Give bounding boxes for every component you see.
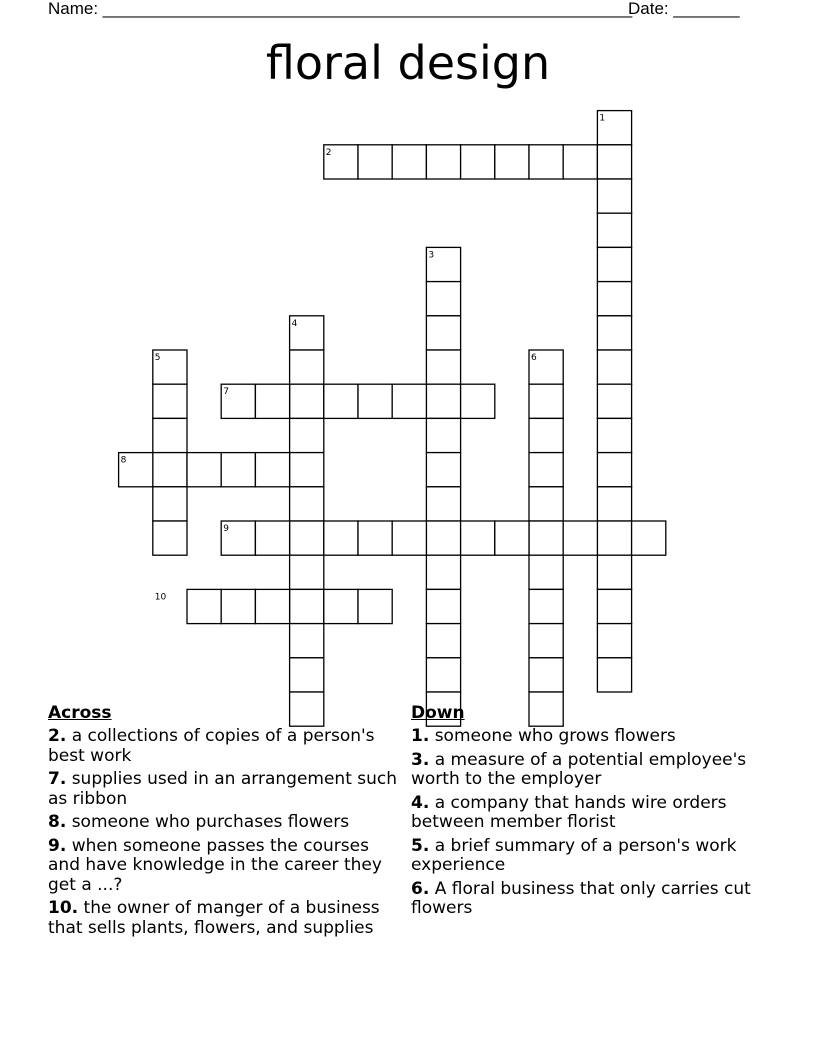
crossword-cell[interactable] bbox=[153, 453, 187, 487]
crossword-cell[interactable] bbox=[597, 179, 631, 213]
crossword-cell[interactable] bbox=[529, 555, 563, 589]
crossword-cell[interactable] bbox=[597, 247, 631, 281]
clue-number: 3. bbox=[411, 749, 430, 770]
crossword-cell[interactable] bbox=[392, 521, 426, 555]
crossword-cell[interactable] bbox=[255, 589, 289, 623]
crossword-cell[interactable] bbox=[529, 453, 563, 487]
crossword-cell[interactable] bbox=[221, 521, 255, 555]
crossword-cell[interactable] bbox=[597, 521, 631, 555]
crossword-cell[interactable] bbox=[529, 521, 563, 555]
crossword-cell[interactable] bbox=[221, 384, 255, 418]
crossword-cell[interactable] bbox=[255, 453, 289, 487]
crossword-cell[interactable] bbox=[255, 384, 289, 418]
crossword-cell[interactable] bbox=[358, 384, 392, 418]
crossword-cell[interactable] bbox=[426, 589, 460, 623]
crossword-cell[interactable] bbox=[290, 453, 324, 487]
crossword-cell[interactable] bbox=[426, 384, 460, 418]
down-heading: Down bbox=[411, 703, 465, 723]
crossword-cell[interactable] bbox=[597, 213, 631, 247]
crossword-cell[interactable] bbox=[597, 145, 631, 179]
worksheet-header bbox=[48, 0, 748, 20]
clue-number-label: 6 bbox=[531, 353, 537, 363]
crossword-cell[interactable] bbox=[529, 487, 563, 521]
crossword-cell[interactable] bbox=[495, 521, 529, 555]
crossword-cell[interactable] bbox=[290, 487, 324, 521]
crossword-cell[interactable] bbox=[426, 418, 460, 452]
across-clue bbox=[48, 813, 404, 833]
clue-text: a brief summary of a person's work experience bbox=[411, 835, 737, 875]
crossword-cell[interactable] bbox=[426, 555, 460, 589]
crossword-cell[interactable] bbox=[324, 145, 358, 179]
crossword-cell[interactable] bbox=[597, 453, 631, 487]
crossword-cell[interactable] bbox=[221, 453, 255, 487]
crossword-cell[interactable] bbox=[529, 384, 563, 418]
clue-number: 2. bbox=[48, 726, 67, 746]
crossword-cell[interactable] bbox=[597, 111, 631, 145]
clue-number-label: 3 bbox=[428, 250, 435, 261]
crossword-cell[interactable] bbox=[324, 521, 358, 555]
crossword-cell[interactable] bbox=[358, 589, 392, 623]
clue-number-label: 5 bbox=[154, 353, 161, 363]
across-clue bbox=[48, 770, 404, 809]
crossword-cell[interactable] bbox=[255, 521, 289, 555]
crossword-cell[interactable] bbox=[495, 145, 529, 179]
crossword-cell[interactable] bbox=[153, 521, 187, 555]
crossword-cell[interactable] bbox=[461, 521, 495, 555]
crossword-cell[interactable] bbox=[426, 521, 460, 555]
crossword-cell[interactable] bbox=[153, 350, 187, 384]
across-clue bbox=[48, 837, 404, 896]
across-clue bbox=[48, 727, 404, 766]
crossword-cell[interactable] bbox=[290, 350, 324, 384]
clue-number: 5. bbox=[411, 835, 430, 856]
clue-number-label: 9 bbox=[223, 524, 229, 534]
crossword-cell[interactable] bbox=[426, 453, 460, 487]
crossword-cell[interactable] bbox=[392, 145, 426, 179]
down-clue bbox=[411, 727, 761, 747]
crossword-cell[interactable] bbox=[426, 624, 460, 658]
crossword-cell[interactable] bbox=[290, 555, 324, 589]
clue-text: the owner of manger of a business that sells plants, flowers, and supplies bbox=[48, 898, 380, 938]
crossword-cell[interactable] bbox=[597, 589, 631, 623]
crossword-cell[interactable] bbox=[563, 145, 597, 179]
crossword-cell[interactable] bbox=[597, 555, 631, 589]
crossword-cell[interactable] bbox=[187, 453, 221, 487]
crossword-cell[interactable] bbox=[153, 487, 187, 521]
down-clue bbox=[411, 880, 761, 919]
crossword-cell[interactable] bbox=[529, 418, 563, 452]
crossword-cell[interactable] bbox=[290, 521, 324, 555]
clue-text: supplies used in an arrangement such as ribbon bbox=[48, 769, 398, 809]
crossword-cell[interactable] bbox=[597, 384, 631, 418]
across-heading: Across bbox=[48, 703, 112, 723]
crossword-cell[interactable] bbox=[290, 658, 324, 692]
clue-text: someone who grows flowers bbox=[434, 726, 676, 746]
crossword-cell[interactable] bbox=[324, 384, 358, 418]
crossword-cell[interactable] bbox=[153, 418, 187, 452]
down-clues bbox=[411, 703, 761, 923]
clue-number-label: 1 bbox=[599, 113, 606, 124]
down-clue bbox=[411, 837, 761, 876]
crossword-cell[interactable] bbox=[426, 350, 460, 384]
crossword-cell[interactable] bbox=[597, 418, 631, 452]
crossword-cell[interactable] bbox=[529, 145, 563, 179]
crossword-cell[interactable] bbox=[597, 487, 631, 521]
crossword-cell[interactable] bbox=[426, 145, 460, 179]
clue-number-label: 7 bbox=[223, 387, 229, 398]
crossword-cell[interactable] bbox=[290, 316, 324, 350]
crossword-cell[interactable] bbox=[290, 624, 324, 658]
clue-number: 8. bbox=[48, 812, 67, 832]
crossword-cell[interactable] bbox=[529, 350, 563, 384]
crossword-cell[interactable] bbox=[426, 658, 460, 692]
crossword-cell[interactable] bbox=[290, 418, 324, 452]
clue-number-label: 10 bbox=[154, 592, 167, 603]
clue-number: 10. bbox=[48, 898, 79, 918]
clue-number-label: 2 bbox=[325, 147, 332, 158]
crossword-cell[interactable] bbox=[529, 589, 563, 623]
crossword-cell[interactable] bbox=[119, 453, 153, 487]
page-title: floral design bbox=[265, 36, 551, 90]
crossword-cell[interactable] bbox=[426, 282, 460, 316]
crossword-cell[interactable] bbox=[597, 282, 631, 316]
crossword-cell[interactable] bbox=[392, 384, 426, 418]
clue-number: 4. bbox=[411, 792, 430, 813]
across-clues bbox=[48, 703, 404, 942]
crossword-cell[interactable] bbox=[597, 624, 631, 658]
crossword-cell[interactable] bbox=[358, 145, 392, 179]
crossword-cell[interactable] bbox=[426, 247, 460, 281]
crossword-cell[interactable] bbox=[221, 589, 255, 623]
down-clue bbox=[411, 794, 761, 833]
crossword-cell[interactable] bbox=[290, 589, 324, 623]
crossword-cell[interactable] bbox=[597, 658, 631, 692]
clue-text: a measure of a potential employee's worth to the employer bbox=[411, 749, 747, 789]
crossword-cell[interactable] bbox=[461, 145, 495, 179]
clue-text: a collections of copies of a person's best work bbox=[48, 726, 375, 766]
across-clue bbox=[48, 899, 404, 938]
crossword-cell[interactable] bbox=[324, 589, 358, 623]
crossword-cell[interactable] bbox=[563, 521, 597, 555]
crossword-cell[interactable] bbox=[597, 316, 631, 350]
crossword-cell[interactable] bbox=[529, 658, 563, 692]
crossword-cell[interactable] bbox=[461, 384, 495, 418]
clue-number: 9. bbox=[48, 835, 67, 856]
clue-number-label: 8 bbox=[120, 455, 127, 466]
clue-number: 6. bbox=[411, 878, 430, 899]
crossword-cell[interactable] bbox=[153, 384, 187, 418]
clue-number-label: 4 bbox=[291, 318, 298, 329]
crossword-cell[interactable] bbox=[529, 624, 563, 658]
clue-text: A floral business that only carries cut flowers bbox=[411, 878, 751, 918]
clue-text: a company that hands wire orders between member florist bbox=[411, 792, 727, 832]
clue-number: 1. bbox=[411, 726, 430, 746]
crossword-cell[interactable] bbox=[632, 521, 666, 555]
crossword-cell[interactable] bbox=[187, 589, 221, 623]
clue-number: 7. bbox=[48, 769, 67, 789]
crossword-cell[interactable] bbox=[426, 316, 460, 350]
name-line: Name: ________________________________________________________ bbox=[48, 0, 633, 18]
crossword-cell[interactable] bbox=[358, 521, 392, 555]
crossword-cell[interactable] bbox=[597, 350, 631, 384]
crossword-cell[interactable] bbox=[426, 487, 460, 521]
date-line: Date: _______ bbox=[628, 0, 740, 18]
crossword-cell[interactable] bbox=[290, 384, 324, 418]
down-clue bbox=[411, 751, 761, 790]
clue-text: when someone passes the courses and have knowledge in the career they get a ...? bbox=[48, 835, 382, 895]
clue-text: someone who purchases flowers bbox=[71, 812, 350, 832]
